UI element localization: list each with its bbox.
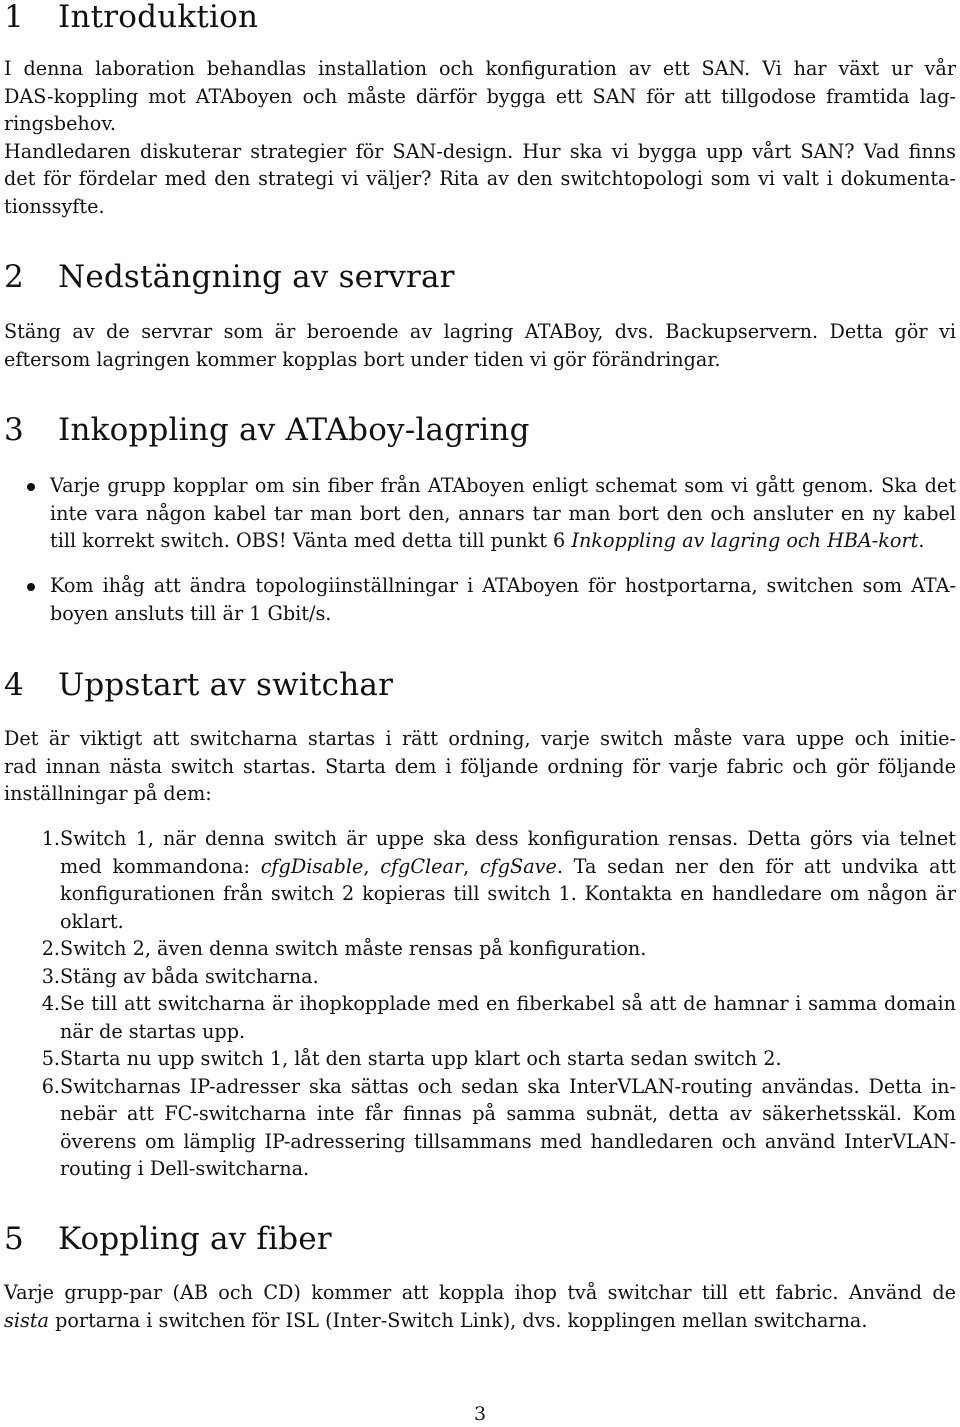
- section-number: 5: [4, 1221, 24, 1257]
- section-heading: [4, 260, 455, 294]
- command-text: cfgClear: [380, 854, 464, 878]
- list-item: Varje grupp kopplar om sin fiber från ATAboyen enligt schemat som vi gått genom. Ska det inte vara någon kabel tar man bort den, annars tar man bort den och ansluter en ny kabel till korrekt switch. OBS! Vänta med detta till punkt 6 Inkoppling av lagring och HBA-kort.: [4, 472, 956, 555]
- paragraph: Det är viktigt att switcharna startas i rätt ordning, varje switch måste vara uppe och initie- rad innan nästa switch startas. Starta dem i följande ordning för varje fabric och gör följande inställningar på dem:: [4, 727, 956, 805]
- bullet-icon: [4, 572, 50, 627]
- command-text: cfgDisable: [260, 854, 364, 878]
- paragraph: Varje grupp-par (AB och CD) kommer att koppla ihop två switchar till ett fabric. Använd de sista portarna i switchen för ISL (Inter-Switch Link), dvs. kopplingen mellan switcharna.: [4, 1281, 956, 1332]
- list-marker: 2.: [41, 937, 60, 960]
- section-title: Introduktion: [58, 0, 259, 35]
- list-marker: 4.: [41, 992, 60, 1015]
- section-title: Uppstart av switchar: [58, 667, 394, 703]
- list-marker: 1.: [41, 827, 60, 850]
- section-title: Nedstängning av servrar: [58, 259, 455, 295]
- list-item: 3. Stäng av båda switcharna.: [4, 963, 956, 991]
- paragraph: I denna laboration behandlas installation och konfiguration av ett SAN. Vi har växt ur vår DAS-koppling mot ATAboyen och måste därför bygga ett SAN för att tillgodose framtida lag- ringsbehov. Handledaren diskuterar strategier för SAN-design. Hur ska vi bygga upp vårt SAN? Vad finns det för fördelar med den strategi vi väljer? Rita av den switchtopologi som vi valt i dokumenta- tionssyfte.: [4, 57, 956, 218]
- list-marker: 5.: [41, 1047, 60, 1070]
- section-heading: [4, 0, 258, 34]
- command-text: cfgSave: [479, 854, 557, 878]
- list-item: 5. Starta nu upp switch 1, låt den starta upp klart och starta sedan switch 2.: [4, 1045, 956, 1073]
- section-number: 2: [4, 259, 24, 295]
- paragraph: Stäng av de servrar som är beroende av lagring ATABoy, dvs. Backupservern. Detta gör vi eftersom lagringen kommer kopplas bort under tiden vi gör förändringar.: [4, 320, 956, 371]
- list-item: 6. Switcharnas IP-adresser ska sättas och sedan ska InterVLAN-routing användas. Detta in- nebär att FC-switcharna inte får finnas på samma subnät, detta av säkerhetsskäl. Kom överens om lämplig IP-adressering tillsammans med handledaren och använd InterVLAN- routing i Dell-switcharna.: [4, 1073, 956, 1183]
- bullet-icon: [4, 472, 50, 555]
- list-item: Kom ihåg att ändra topologiinställningar i ATAboyen för hostportarna, switchen som ATA- boyen ansluts till är 1 Gbit/s.: [4, 572, 956, 627]
- list-marker: 3.: [41, 964, 60, 988]
- section-number: 1: [4, 0, 24, 35]
- list-item: 4. Se till att switcharna är ihopkopplade med en fiberkabel så att de hamnar i samma domain när de startas upp.: [4, 990, 956, 1045]
- list-marker: 6.: [41, 1074, 60, 1098]
- section-number: 3: [4, 412, 24, 448]
- page-number: 3: [473, 1403, 487, 1425]
- section-title: Koppling av fiber: [58, 1221, 332, 1257]
- list-item: 2. Switch 2, även denna switch måste rensas på konfiguration.: [4, 935, 956, 963]
- section-number: 4: [4, 667, 24, 703]
- section-title: Inkoppling av ATAboy-lagring: [58, 412, 530, 448]
- section-heading: [4, 413, 530, 447]
- section-heading: [4, 668, 393, 702]
- list-item: 1. Switch 1, när denna switch är uppe ska dess konfiguration rensas. Detta görs via telnet med kommandona: cfgDisable, cfgClear, cfgSave. Ta sedan ner den för att undvika att konfigurationen från switch 2 kopieras till switch 1. Kontakta en handledare om någon är oklart.: [4, 825, 956, 935]
- section-heading: [4, 1222, 332, 1256]
- numbered-list: [4, 825, 956, 1183]
